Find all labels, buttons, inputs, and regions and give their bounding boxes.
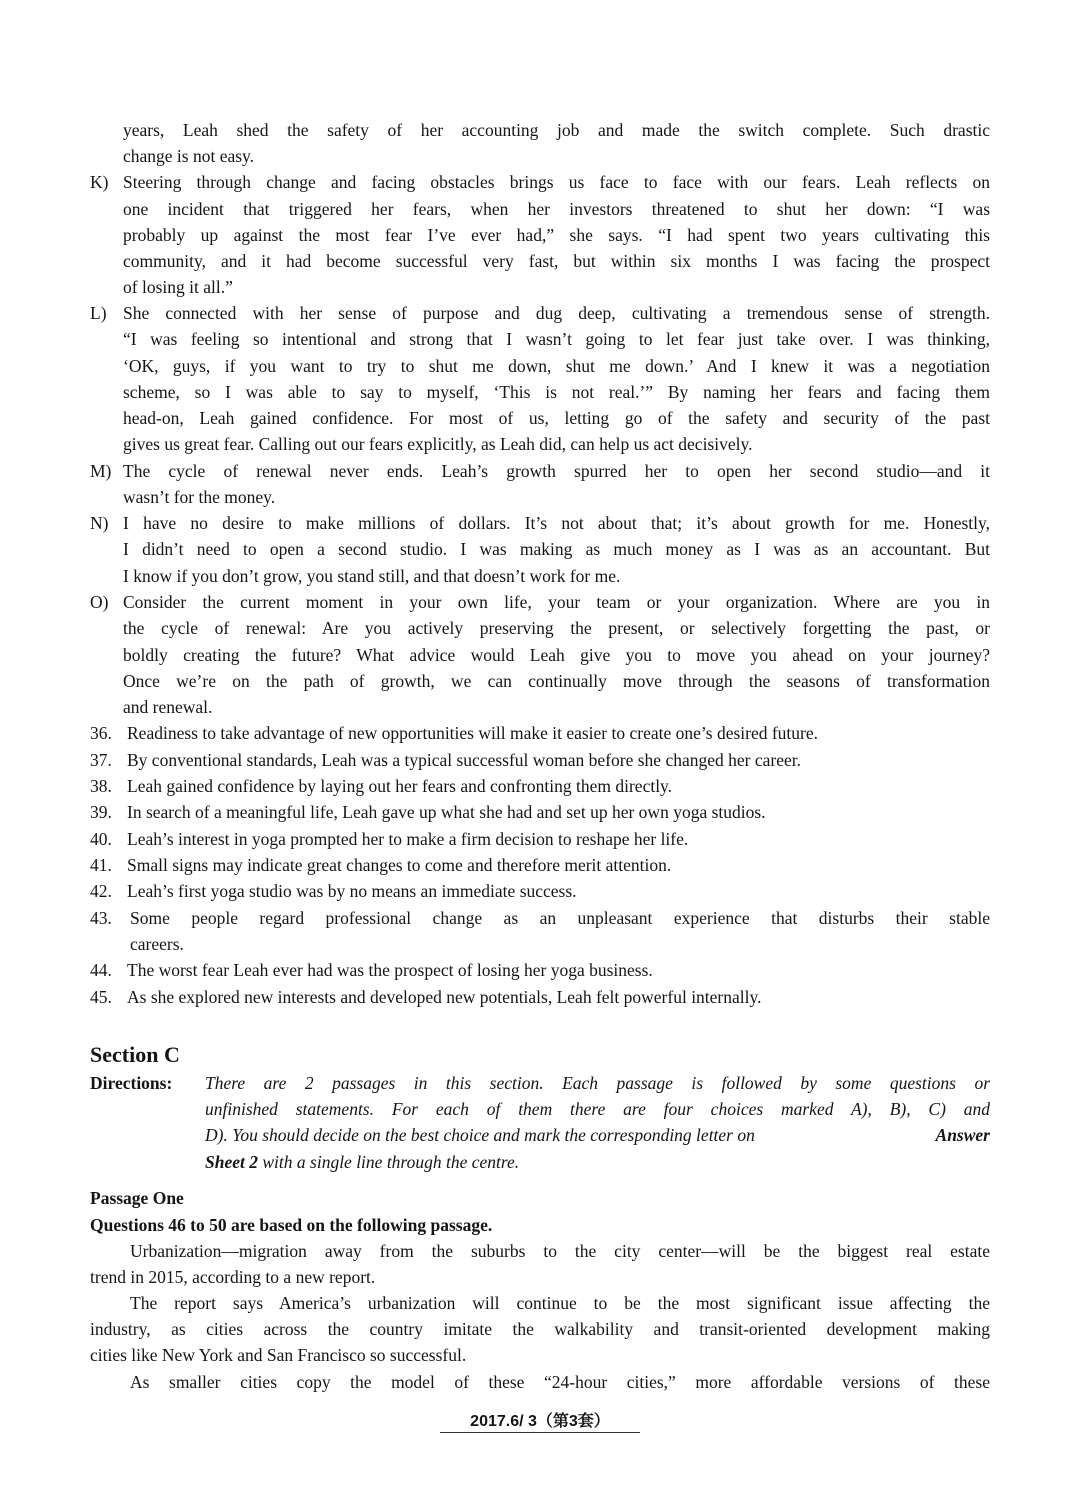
- paragraph-m-line-2: wasn’t for the money.: [123, 487, 276, 507]
- paragraph-k-line-5: of losing it all.”: [123, 277, 233, 297]
- directions-line-1: There are 2 passages in this section. Each passage is followed by some questions or: [205, 1073, 990, 1093]
- question-41-text: Small signs may indicate great changes to come and therefore merit attention.: [127, 855, 672, 875]
- paragraph-k-line-2: one incident that triggered her fears, when her investors threatened to shut her down: “I was: [123, 199, 990, 219]
- paragraph-m-label: M): [90, 461, 112, 481]
- passage-line-2: trend in 2015, according to a new report.: [90, 1267, 376, 1287]
- paragraph-l-line-6: gives us great fear. Calling out our fears explicitly, as Leah did, can help us act decisively.: [123, 434, 753, 454]
- question-42-text: Leah’s first yoga studio was by no means an immediate success.: [127, 881, 577, 901]
- question-38-number: 38.: [90, 776, 112, 796]
- passage-line-1: Urbanization—migration away from the suburbs to the city center—will be the biggest real estate: [130, 1241, 990, 1261]
- paragraph-n-label: N): [90, 513, 109, 533]
- directions-line-2: unfinished statements. For each of them there are four choices marked A), B), C) and: [205, 1099, 990, 1119]
- directions-answer-bold: Answer: [935, 1125, 990, 1145]
- directions-line-3: [205, 1124, 990, 1146]
- question-37-number: 37.: [90, 750, 112, 770]
- passage-line-5: cities like New York and San Francisco so successful.: [90, 1345, 467, 1365]
- page-footer: 2017.6/ 3（第3套）: [440, 1408, 640, 1433]
- question-43-number: 43.: [90, 908, 112, 928]
- paragraph-l-label: L): [90, 303, 107, 323]
- passage-subtitle: Questions 46 to 50 are based on the following passage.: [90, 1215, 493, 1235]
- question-44-number: 44.: [90, 960, 112, 980]
- paragraph-m-line-1: The cycle of renewal never ends. Leah’s growth spurred her to open her second studio—and it: [123, 461, 990, 481]
- paragraph-k-line-1: Steering through change and facing obstacles brings us face to face with our fears. Leah reflects on: [123, 172, 990, 192]
- passage-title: Passage One: [90, 1188, 184, 1208]
- question-45-number: 45.: [90, 987, 112, 1007]
- question-40-number: 40.: [90, 829, 112, 849]
- question-40-text: Leah’s interest in yoga prompted her to make a firm decision to reshape her life.: [127, 829, 689, 849]
- question-39-number: 39.: [90, 802, 112, 822]
- question-43-text: Some people regard professional change as an unpleasant experience that disturbs their stable: [130, 908, 990, 928]
- paragraph-j-line-1: years, Leah shed the safety of her accounting job and made the switch complete. Such drastic: [123, 120, 990, 140]
- question-41-number: 41.: [90, 855, 112, 875]
- passage-line-4: industry, as cities across the country imitate the walkability and transit-oriented development making: [90, 1319, 990, 1339]
- question-36-number: 36.: [90, 723, 112, 743]
- paragraph-n-line-1: I have no desire to make millions of dollars. It’s not about that; it’s about growth for me. Honestly,: [123, 513, 990, 533]
- passage-line-3: The report says America’s urbanization will continue to be the most significant issue affecting the: [130, 1293, 990, 1313]
- directions-line-4-rest: with a single line through the centre.: [258, 1152, 520, 1172]
- paragraph-k-label: K): [90, 172, 109, 192]
- directions-label: Directions:: [90, 1073, 173, 1093]
- paragraph-o-line-2: the cycle of renewal: Are you actively preserving the present, or selectively forgetting the past, or: [123, 618, 990, 638]
- question-37-text: By conventional standards, Leah was a typical successful woman before she changed her career.: [127, 750, 801, 770]
- paragraph-o-line-4: Once we’re on the path of growth, we can continually move through the seasons of transformation: [123, 671, 990, 691]
- paragraph-k-line-3: probably up against the most fear I’ve ever had,” she says. “I had spent two years cultivating this: [123, 225, 990, 245]
- paragraph-n-line-3: I know if you don’t grow, you stand still, and that doesn’t work for me.: [123, 566, 621, 586]
- paragraph-o-line-5: and renewal.: [123, 697, 213, 717]
- question-42-number: 42.: [90, 881, 112, 901]
- paragraph-l-line-4: scheme, so I was able to say to myself, ‘This is not real.’” By naming her fears and facing them: [123, 382, 990, 402]
- question-44-text: The worst fear Leah ever had was the prospect of losing her yoga business.: [127, 960, 653, 980]
- question-45-text: As she explored new interests and developed new potentials, Leah felt powerful internally.: [127, 987, 762, 1007]
- paragraph-l-line-2: “I was feeling so intentional and strong that I wasn’t going to let fear just take over. I was thinking,: [123, 329, 990, 349]
- paragraph-o-line-1: Consider the current moment in your own life, your team or your organization. Where are you in: [123, 592, 990, 612]
- paragraph-n-line-2: I didn’t need to open a second studio. I was making as much money as I was as an accountant. But: [123, 539, 990, 559]
- directions-line-4: [205, 1151, 519, 1173]
- paragraph-l-line-5: head-on, Leah gained confidence. For most of us, letting go of the safety and security of the past: [123, 408, 990, 428]
- paragraph-o-label: O): [90, 592, 109, 612]
- question-36-text: Readiness to take advantage of new opportunities will make it easier to create one’s desired future.: [127, 723, 819, 743]
- paragraph-o-line-3: boldly creating the future? What advice would Leah give you to move you ahead on your journey?: [123, 645, 990, 665]
- paragraph-j-line-2: change is not easy.: [123, 146, 255, 166]
- question-43-text-cont: careers.: [130, 934, 184, 954]
- paragraph-k-line-4: community, and it had become successful very fast, but within six months I was facing the prospect: [123, 251, 990, 271]
- question-38-text: Leah gained confidence by laying out her fears and confronting them directly.: [127, 776, 673, 796]
- directions-sheet-bold: Sheet 2: [205, 1152, 258, 1172]
- paragraph-l-line-3: ‘OK, guys, if you want to try to shut me down, shut me down.’ And I knew it was a negotiation: [123, 356, 990, 376]
- question-39-text: In search of a meaningful life, Leah gave up what she had and set up her own yoga studios.: [127, 802, 766, 822]
- directions-line-3-text: D). You should decide on the best choice and mark the corresponding letter on: [205, 1125, 755, 1145]
- passage-line-6: As smaller cities copy the model of these “24-hour cities,” more affordable versions of these: [130, 1372, 990, 1392]
- paragraph-l-line-1: She connected with her sense of purpose and dug deep, cultivating a tremendous sense of strength.: [123, 303, 990, 323]
- section-heading: Section C: [90, 1042, 180, 1067]
